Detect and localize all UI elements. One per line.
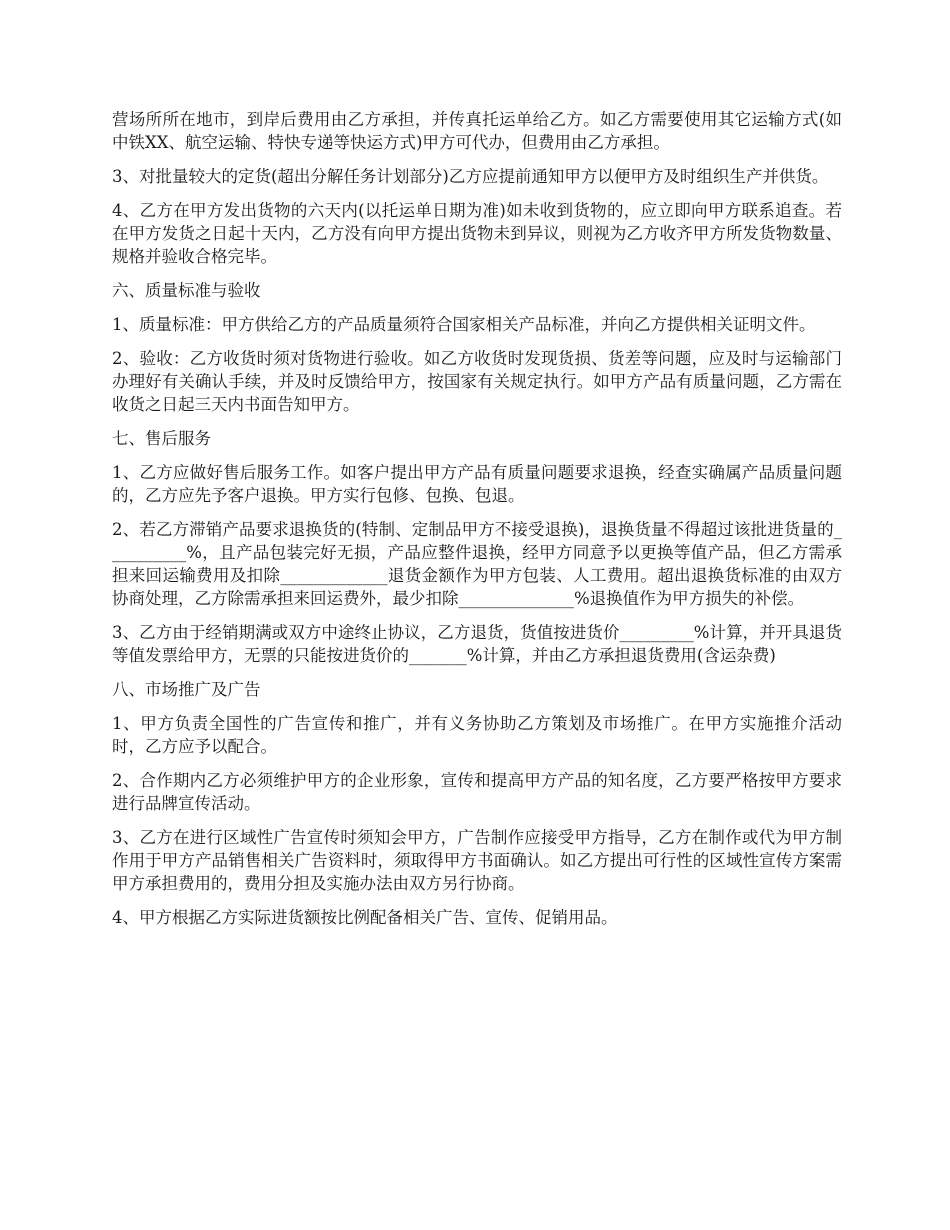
paragraph-promotional-materials: 4、甲方根据乙方实际进货额按比例配备相关广告、宣传、促销用品。 xyxy=(112,908,618,927)
paragraph-delivery-tracking: 4、乙方在甲方发出货物的六天内(以托运单日期为准)如未收到货物的，应立即向甲方联系追查。若在甲方发货之日起十天内，乙方没有向甲方提出货物未到异议，则视为乙方收齐甲方所发货物数量、规格并验收合格完毕。 xyxy=(112,201,842,266)
section-heading-marketing: 八、市场推广及广告 xyxy=(112,680,261,699)
paragraph-regional-advertising: 3、乙方在进行区域性广告宣传时须知会甲方，广告制作应接受甲方指导，乙方在制作或代为甲方制作用于甲方产品销售相关广告资料时，须取得甲方书面确认。如乙方提出可行性的区域性宣传方案需甲方承担费用的，费用分担及实施办法由双方另行协商。 xyxy=(112,828,842,893)
paragraph-brand-image: 2、合作期内乙方必须维护甲方的企业形象，宣传和提高甲方产品的知名度，乙方要严格按甲方要求进行品牌宣传活动。 xyxy=(112,771,842,813)
paragraph-national-advertising: 1、甲方负责全国性的广告宣传和推广，并有义务协助乙方策划及市场推广。在甲方实施推介活动时，乙方应予以配合。 xyxy=(112,714,842,756)
section-heading-after-sales: 七、售后服务 xyxy=(112,429,211,448)
paragraph-returns: 2、若乙方滞销产品要求退换货的(特制、定制品甲方不接受退换)，退换货量不得超过该批进货量的__________%，且产品包装完好无损，产品应整件退换，经甲方同意予以更换等值产品，但乙方需承担来回运输费用及扣除_____________退货金额作为甲方包装、人工费用。超出退换货标准的由双方协商处理，乙方除需承担来回运费外，最少扣除______________%退换值作为甲方损失的补偿。 xyxy=(112,520,842,608)
paragraph-quality-standard: 1、质量标准：甲方供给乙方的产品质量须符合国家相关产品标准，并向乙方提供相关证明文件。 xyxy=(112,315,816,334)
paragraph-bulk-orders: 3、对批量较大的定货(超出分解任务计划部分)乙方应提前通知甲方以便甲方及时组织生产并供货。 xyxy=(112,167,829,186)
paragraph-after-sales-service: 1、乙方应做好售后服务工作。如客户提出甲方产品有质量问题要求退换，经查实确属产品质量问题的，乙方应先予客户退换。甲方实行包修、包换、包退。 xyxy=(112,463,842,505)
paragraph-termination-returns: 3、乙方由于经销期满或双方中途终止协议，乙方退货，货值按进货价_________%计算，并开具退货等值发票给甲方，无票的只能按进货价的_______%计算，并由乙方承担退货费用(含运杂费) xyxy=(112,623,842,665)
paragraph-inspection: 2、验收：乙方收货时须对货物进行验收。如乙方收货时发现货损、货差等问题，应及时与运输部门办理好有关确认手续，并及时反馈给甲方，按国家有关规定执行。如甲方产品有质量问题，乙方需在收货之日起三天内书面告知甲方。 xyxy=(112,349,842,414)
section-heading-quality: 六、质量标准与验收 xyxy=(112,281,261,300)
document-page xyxy=(112,108,842,940)
paragraph-transport-continued: 营场所所在地市，到岸后费用由乙方承担，并传真托运单给乙方。如乙方需要使用其它运输方式(如中铁XX、航空运输、特快专递等快运方式)甲方可代办，但费用由乙方承担。 xyxy=(112,110,842,152)
